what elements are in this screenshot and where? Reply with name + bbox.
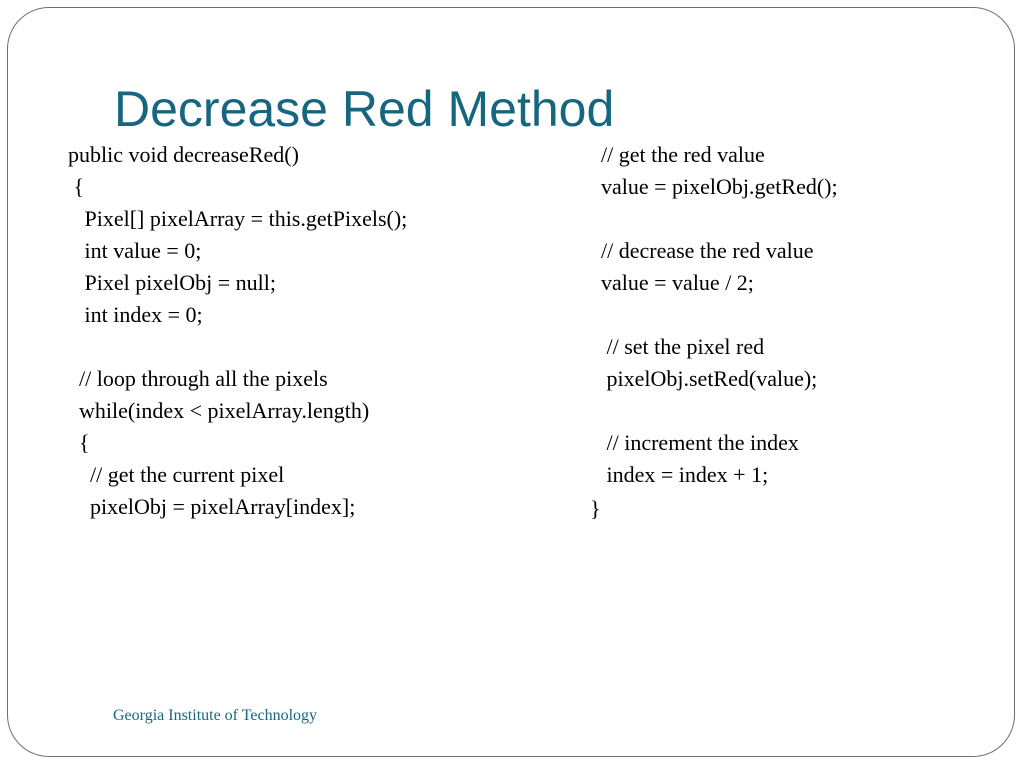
- code-line: public void decreaseRed(): [68, 142, 299, 167]
- slide-footer: Georgia Institute of Technology: [113, 707, 318, 724]
- code-line: // set the pixel red: [590, 334, 765, 359]
- code-line: {: [68, 430, 90, 455]
- code-line: {: [68, 174, 85, 199]
- code-line: while(index < pixelArray.length): [68, 398, 370, 423]
- code-line: // decrease the red value: [590, 238, 814, 263]
- code-line: // get the red value: [590, 142, 765, 167]
- code-line: int value = 0;: [68, 238, 202, 263]
- code-line: Pixel pixelObj = null;: [68, 270, 276, 295]
- code-line: value = value / 2;: [590, 270, 754, 295]
- code-line: index = index + 1;: [590, 462, 769, 487]
- slide-title: Decrease Red Method: [114, 81, 615, 137]
- code-right-column: [590, 140, 990, 560]
- code-line: }: [590, 496, 601, 521]
- code-line: // increment the index: [590, 430, 799, 455]
- code-line: value = pixelObj.getRed();: [590, 174, 838, 199]
- code-line: pixelObj = pixelArray[index];: [68, 494, 356, 519]
- code-line: // get the current pixel: [68, 462, 285, 487]
- code-line: int index = 0;: [68, 302, 203, 327]
- code-line: Pixel[] pixelArray = this.getPixels();: [68, 206, 408, 231]
- code-line: // loop through all the pixels: [68, 366, 328, 391]
- code-left-column: [68, 140, 548, 560]
- code-line: pixelObj.setRed(value);: [590, 366, 818, 391]
